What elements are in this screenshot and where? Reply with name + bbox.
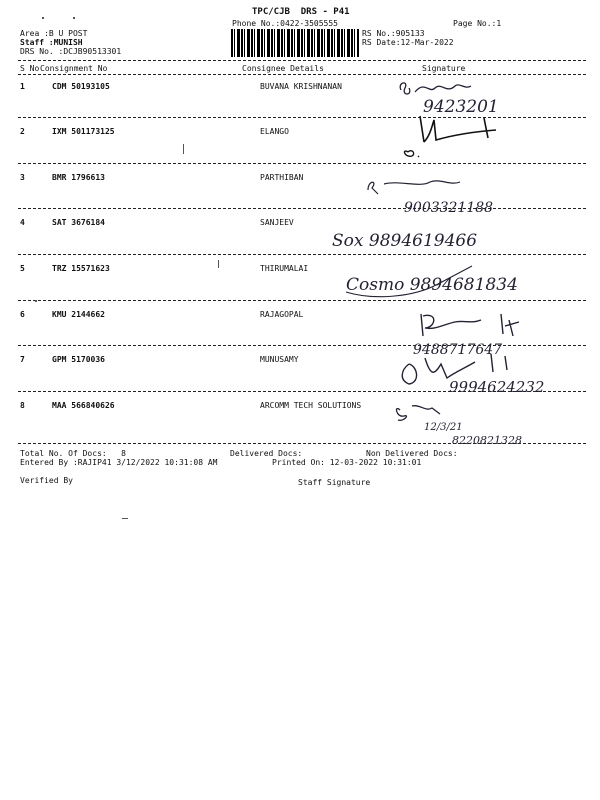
row-consignee: ARCOMM TECH SOLUTIONS (260, 401, 362, 410)
total-docs: Total No. Of Docs: 8 (20, 449, 126, 458)
row-consignee: SANJEEV (260, 218, 294, 227)
row-sno: 6 (20, 310, 25, 319)
row-consignment: GPM 5170036 (52, 355, 105, 364)
header-top-rule (18, 60, 586, 61)
row-consignee: MUNUSAMY (260, 355, 299, 364)
row-separator (18, 163, 586, 164)
non-delivered-docs: Non Delivered Docs: (366, 449, 458, 458)
drs-number: DRS No. :DCJB90513301 (20, 47, 122, 56)
signature-date-row-8: 12/3/21 (424, 422, 463, 433)
signature-number-row-8: 8220821328 (452, 434, 522, 446)
row-sno: 7 (20, 355, 25, 364)
scan-mark (73, 17, 75, 19)
barcode (231, 29, 359, 57)
row-consignee: BUVANA KRISHNANAN (260, 82, 342, 91)
phone-number: Phone No.:0422-3505555 (232, 19, 338, 28)
col-consignee: Consignee Details (242, 64, 324, 73)
row-consignee: ELANGO (260, 127, 289, 136)
entered-by: Entered By :RAJIP41 3/12/2022 10:31:08 AM (20, 458, 218, 467)
signature-row-5 (342, 264, 542, 304)
row-sno: 5 (20, 264, 25, 273)
signature-row-2 (400, 112, 510, 162)
signature-text-row-4: Sox 9894619466 (332, 231, 478, 251)
signature-number-row-3: 9003321188 (404, 200, 494, 216)
scan-mark (218, 260, 219, 268)
report-title: TPC/CJB DRS - P41 (252, 7, 350, 17)
row-sno: 1 (20, 82, 25, 91)
scan-mark (35, 300, 37, 302)
page-number: Page No.:1 (453, 19, 502, 28)
row-consignment: KMU 2144662 (52, 310, 105, 319)
row-sno: 3 (20, 173, 25, 182)
row-sno: 2 (20, 127, 25, 136)
col-consignment: Consignment No (40, 64, 108, 73)
row-consignment: CDM 50193105 (52, 82, 110, 91)
staff-label: Staff :MUNISH (20, 38, 83, 47)
row-sno: 4 (20, 218, 25, 227)
area-label: Area :B U POST (20, 29, 88, 38)
col-signature: Signature (422, 64, 466, 73)
signature-number-row-7: 9994624232 (449, 378, 545, 396)
signature-row-3 (360, 172, 540, 216)
rs-number: RS No.:905133 (362, 29, 425, 38)
printed-on: Printed On: 12-03-2022 10:31:01 (272, 458, 422, 467)
row-sno: 8 (20, 401, 25, 410)
scan-mark (183, 144, 184, 154)
rs-date: RS Date:12-Mar-2022 (362, 38, 454, 47)
staff-signature: Staff Signature (298, 478, 371, 487)
signature-row-6 (405, 306, 565, 358)
scan-mark (42, 17, 44, 19)
signature-row-4 (330, 222, 510, 256)
row-consignment: SAT 3676184 (52, 218, 105, 227)
signature-text-row-5: Cosmo 9894681834 (346, 275, 518, 295)
row-consignment: BMR 1796613 (52, 173, 105, 182)
row-consignment: IXM 501173125 (52, 127, 115, 136)
verified-by: Verified By (20, 476, 73, 485)
signature-row-7 (395, 352, 565, 398)
signature-number-row-6: 9488717647 (413, 342, 503, 358)
col-sno: S No (20, 64, 40, 73)
signature-number-row-1: 9423201 (423, 97, 499, 117)
row-consignee: THIRUMALAI (260, 264, 309, 273)
row-consignee: RAJAGOPAL (260, 310, 304, 319)
row-consignment: MAA 566840626 (52, 401, 115, 410)
scan-mark (122, 518, 128, 519)
delivered-docs: Delivered Docs: (230, 449, 303, 458)
signature-row-8 (390, 400, 540, 446)
row-consignment: TRZ 15571623 (52, 264, 110, 273)
row-consignee: PARTHIBAN (260, 173, 304, 182)
